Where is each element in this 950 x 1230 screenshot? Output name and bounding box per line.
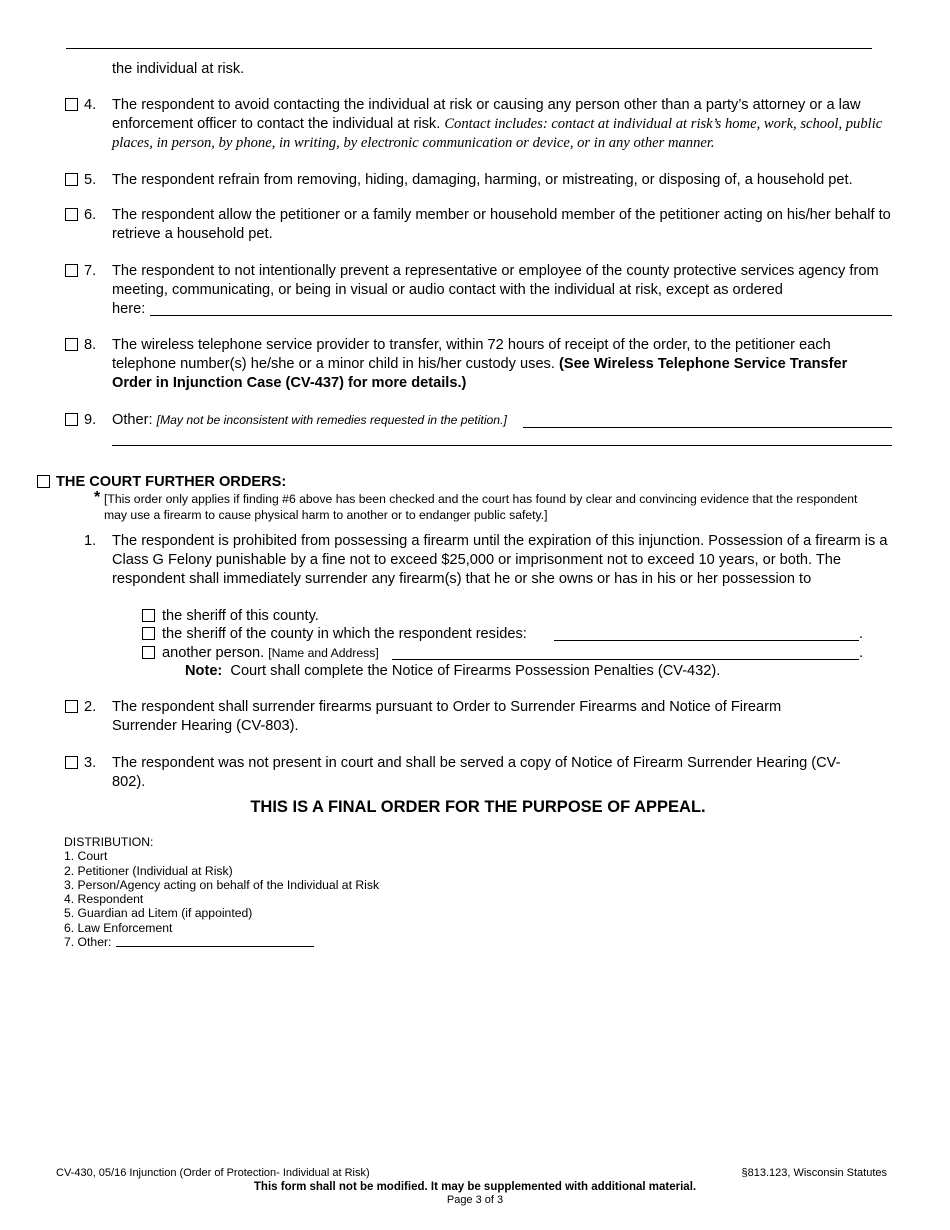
item-6-number: 6. — [84, 207, 97, 223]
item-7-number: 7. — [84, 263, 97, 279]
item-8-checkbox[interactable] — [65, 338, 78, 351]
option-another-person-period: . — [859, 645, 864, 661]
item-9-label: Other: — [112, 412, 157, 428]
item-9-blank-line-1[interactable] — [523, 427, 892, 428]
item-9-text — [112, 411, 507, 430]
further-item-2-number: 2. — [84, 699, 97, 715]
item-4-main: The respondent to avoid contacting the individual at risk or causing any person other than a party’s attorney or a law enforcement officer to contact the individual at risk. — [112, 97, 861, 132]
final-order-heading: THIS IS A FINAL ORDER FOR THE PURPOSE OF APPEAL. — [250, 798, 706, 816]
distribution-item: 4. Respondent — [64, 892, 144, 907]
item-8-main: The wireless telephone service provider to transfer, within 72 hours of receipt of the order, to the petitioner each telephone number(s) he/she or a minor child in his/her custody uses. — [112, 337, 831, 372]
option-sheriff-resides-label: the sheriff of the county in which the respondent resides: — [162, 626, 527, 642]
further-item-1-number: 1. — [84, 533, 97, 549]
further-item-3-number: 3. — [84, 755, 97, 771]
further-item-3-checkbox[interactable] — [65, 756, 78, 769]
further-item-3-text: The respondent was not present in court and shall be served a copy of Notice of Firearm Surrender Hearing (CV-802). — [112, 755, 841, 790]
item-5-text: The respondent refrain from removing, hiding, damaging, harming, or mistreating, or disposing of, a household pet. — [112, 172, 853, 188]
further-item-2-checkbox[interactable] — [65, 700, 78, 713]
option-another-person-blank[interactable] — [392, 659, 859, 660]
distribution-item: 6. Law Enforcement — [64, 920, 173, 935]
item-7-checkbox[interactable] — [65, 264, 78, 277]
item-8-see-note: (See Wireless Telephone Service Transfer Order in Injunction Case (CV-437) for more details.) — [112, 356, 848, 391]
footer-modification-notice: This form shall not be modified. It may be supplemented with additional material. — [253, 1181, 697, 1193]
option-another-person-label — [162, 644, 379, 663]
distribution-heading: DISTRIBUTION: — [64, 835, 154, 849]
further-item-1-text: The respondent is prohibited from possessing a firearm until the expiration of this injunction. Possession of a firearm is a Class G Felony punishable by a fine not to exceed $25,000 or imprisonment not to exceed 10 years, or both. The respondent shall immediately surrender any firearm(s) that he or she owns or has in his or her possession to — [112, 533, 888, 587]
option-sheriff-resides-checkbox[interactable] — [142, 627, 155, 640]
option-another-person-checkbox[interactable] — [142, 646, 155, 659]
item-9-number: 9. — [84, 412, 97, 428]
item-9-blank-line-2[interactable] — [112, 445, 892, 446]
option-sheriff-resides-blank[interactable] — [554, 640, 859, 641]
item-7-blank-line[interactable] — [150, 315, 892, 316]
distribution-item: 3. Person/Agency acting on behalf of the Individual at Risk — [64, 877, 380, 892]
further-orders-heading: THE COURT FURTHER ORDERS: — [56, 474, 287, 490]
distribution-list — [64, 835, 379, 949]
item-7-here-label: here: — [112, 301, 146, 317]
further-item-2-text: The respondent shall surrender firearms pursuant to Order to Surrender Firearms and Notice of Firearm Surrender Hearing (CV-803). — [112, 699, 782, 734]
option-sheriff-resides-period: . — [859, 626, 864, 642]
item-4-text — [112, 96, 892, 153]
item-8-number: 8. — [84, 337, 97, 353]
option-another-person-text: another person. — [162, 645, 265, 661]
option-sheriff-this-county-checkbox[interactable] — [142, 609, 155, 622]
further-orders-checkbox[interactable] — [37, 475, 50, 488]
distribution-item-other: 7. Other: — [64, 935, 112, 950]
item-5-checkbox[interactable] — [65, 173, 78, 186]
distribution-item: 2. Petitioner (Individual at Risk) — [64, 863, 233, 878]
footer-statute: §813.123, Wisconsin Statutes — [741, 1167, 887, 1179]
option-another-person-hint: [Name and Address] — [268, 646, 379, 660]
continuation-text: the individual at risk. — [112, 61, 245, 77]
firearms-note-label: Note: — [185, 663, 223, 679]
item-8-text — [112, 336, 882, 393]
item-4-number: 4. — [84, 97, 97, 113]
firearms-note-text: Court shall complete the Notice of Firearms Possession Penalties (CV-432). — [230, 663, 721, 679]
firearms-note — [185, 662, 720, 681]
item-5-number: 5. — [84, 172, 97, 188]
footer-page-number: Page 3 of 3 — [446, 1194, 504, 1206]
distribution-item: 1. Court — [64, 849, 108, 864]
item-4-contact-note: Contact includes: contact at individual at risk’s home, work, school, public places, in person, by phone, in writing, by electronic communication or device, or in any other manner. — [112, 116, 883, 151]
distribution-other-blank[interactable] — [116, 946, 314, 947]
footer-form-id: CV-430, 05/16 Injunction (Order of Protection- Individual at Risk) — [56, 1167, 370, 1179]
item-6-checkbox[interactable] — [65, 208, 78, 221]
note-asterisk: * — [94, 489, 101, 506]
distribution-item: 5. Guardian ad Litem (if appointed) — [64, 906, 253, 921]
item-6-text: The respondent allow the petitioner or a family member or household member of the petitioner acting on his/her behalf to retrieve a household pet. — [112, 207, 891, 242]
item-7-text: The respondent to not intentionally prevent a representative or employee of the county protective services agency from meeting, communicating, or being in visual or audio contact with the individual at risk, except as ordered — [112, 263, 879, 298]
further-orders-note: [This order only applies if finding #6 above has been checked and the court has found by clear and convincing evidence that the respondent may use a firearm to cause physical harm to another or to endanger public safety.] — [104, 492, 858, 522]
item-9-note: [May not be inconsistent with remedies requested in the petition.] — [156, 413, 507, 427]
item-9-checkbox[interactable] — [65, 413, 78, 426]
item-4-checkbox[interactable] — [65, 98, 78, 111]
option-sheriff-this-county-label: the sheriff of this county. — [162, 608, 319, 624]
top-rule — [66, 48, 872, 49]
